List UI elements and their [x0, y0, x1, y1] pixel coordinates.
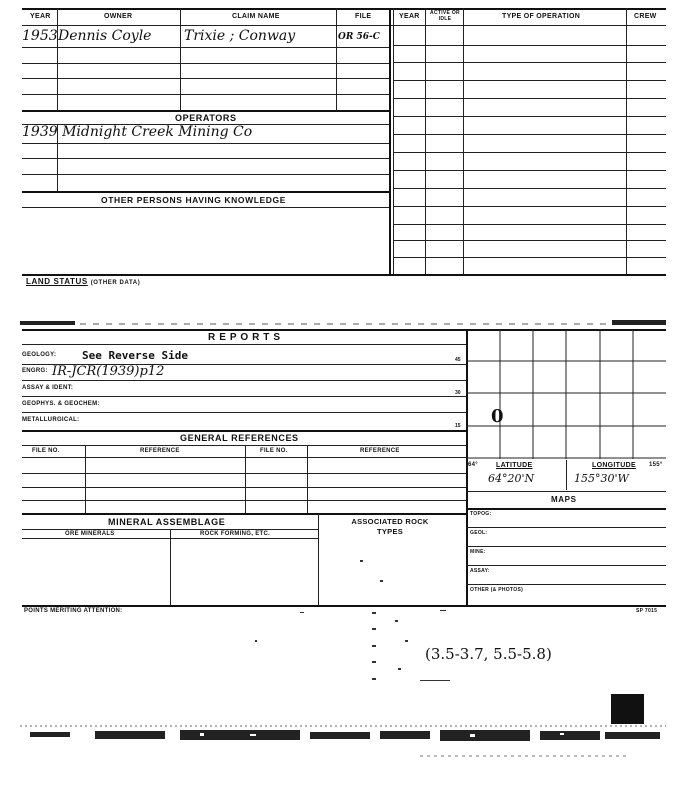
general-references-title: GENERAL REFERENCES: [180, 433, 299, 443]
claim-name: Trixie ; Conway: [184, 28, 296, 44]
map-row-other: OTHER (& PHOTOS): [470, 587, 524, 593]
scan-noise-band-bottom: [0, 722, 678, 762]
header-file: FILE: [355, 13, 372, 20]
report-metallurgical-label: METALLURGICAL:: [22, 417, 80, 423]
header-year: YEAR: [30, 13, 51, 20]
header-crew: CREW: [634, 13, 657, 20]
map-row-mine: MINE:: [470, 549, 486, 555]
registration-mark: [611, 694, 644, 724]
header-year-right: YEAR: [399, 13, 420, 20]
reports-title: R E P O R T S: [208, 332, 281, 343]
lat-prefix: 64°: [468, 462, 478, 468]
header-active-idle: ACTIVE OR IDLE: [430, 10, 460, 22]
map-row-assay: ASSAY:: [470, 568, 490, 574]
form-code: SP 7015: [636, 608, 658, 614]
rock-forming-header: ROCK FORMING, ETC.: [200, 531, 271, 537]
report-geology-label: GEOLOGY:: [22, 352, 57, 358]
land-status-sub: (OTHER DATA): [90, 280, 141, 286]
report-engrg-label: ENGRG:: [22, 368, 48, 374]
header-owner: OWNER: [104, 13, 133, 20]
longitude-label: LONGITUDE: [592, 462, 636, 469]
header-type-of-operation: TYPE OF OPERATION: [502, 13, 581, 20]
owner-year: 1953: [22, 28, 58, 44]
owner-name: Dennis Coyle: [58, 28, 152, 44]
associated-rock-types-header: ASSOCIATED ROCK TYPES: [351, 517, 429, 536]
operators-title: OPERATORS: [175, 113, 237, 123]
mineral-assemblage-title: MINERAL ASSEMBLAGE: [108, 517, 226, 527]
report-geophys-label: GEOPHYS. & GEOCHEM:: [22, 401, 100, 407]
points-meriting-attention-label: POINTS MERITING ATTENTION:: [24, 608, 123, 614]
ref-header-reference-2: REFERENCE: [360, 448, 400, 454]
points-note: (3.5-3.7, 5.5-5.8): [425, 645, 552, 663]
map-row-topog: TOPOG:: [470, 511, 492, 517]
ref-header-file-no-2: FILE NO.: [260, 448, 288, 454]
land-status-text: LAND STATUS: [26, 277, 88, 286]
report-metallurgical-num: 15: [455, 423, 461, 429]
header-claim-name: CLAIM NAME: [232, 13, 280, 20]
long-suffix: 155°: [649, 462, 663, 468]
report-assay-num: 30: [455, 390, 461, 396]
map-row-geol: GEOL:: [470, 530, 488, 536]
report-engrg-value: IR-JCR(1939)p12: [52, 364, 165, 379]
longitude-value: 155°30'W: [574, 472, 629, 485]
operator-entry: 1939 Midnight Creek Mining Co: [22, 124, 253, 140]
ore-minerals-header: ORE MINERALS: [65, 531, 115, 537]
report-geology-value: See Reverse Side: [82, 349, 188, 362]
ref-header-reference-1: REFERENCE: [140, 448, 180, 454]
maps-title: MAPS: [551, 495, 577, 504]
latitude-value: 64°20'N: [488, 472, 535, 485]
other-persons-title: OTHER PERSONS HAVING KNOWLEDGE: [101, 195, 287, 205]
report-assay-label: ASSAY & IDENT:: [22, 385, 74, 391]
map-location-mark: 0: [491, 406, 504, 427]
ref-header-file-no-1: FILE NO.: [32, 448, 60, 454]
report-geology-num: 45: [455, 357, 461, 363]
file-number: OR 56-C: [338, 32, 380, 42]
latitude-label: LATITUDE: [496, 462, 533, 469]
